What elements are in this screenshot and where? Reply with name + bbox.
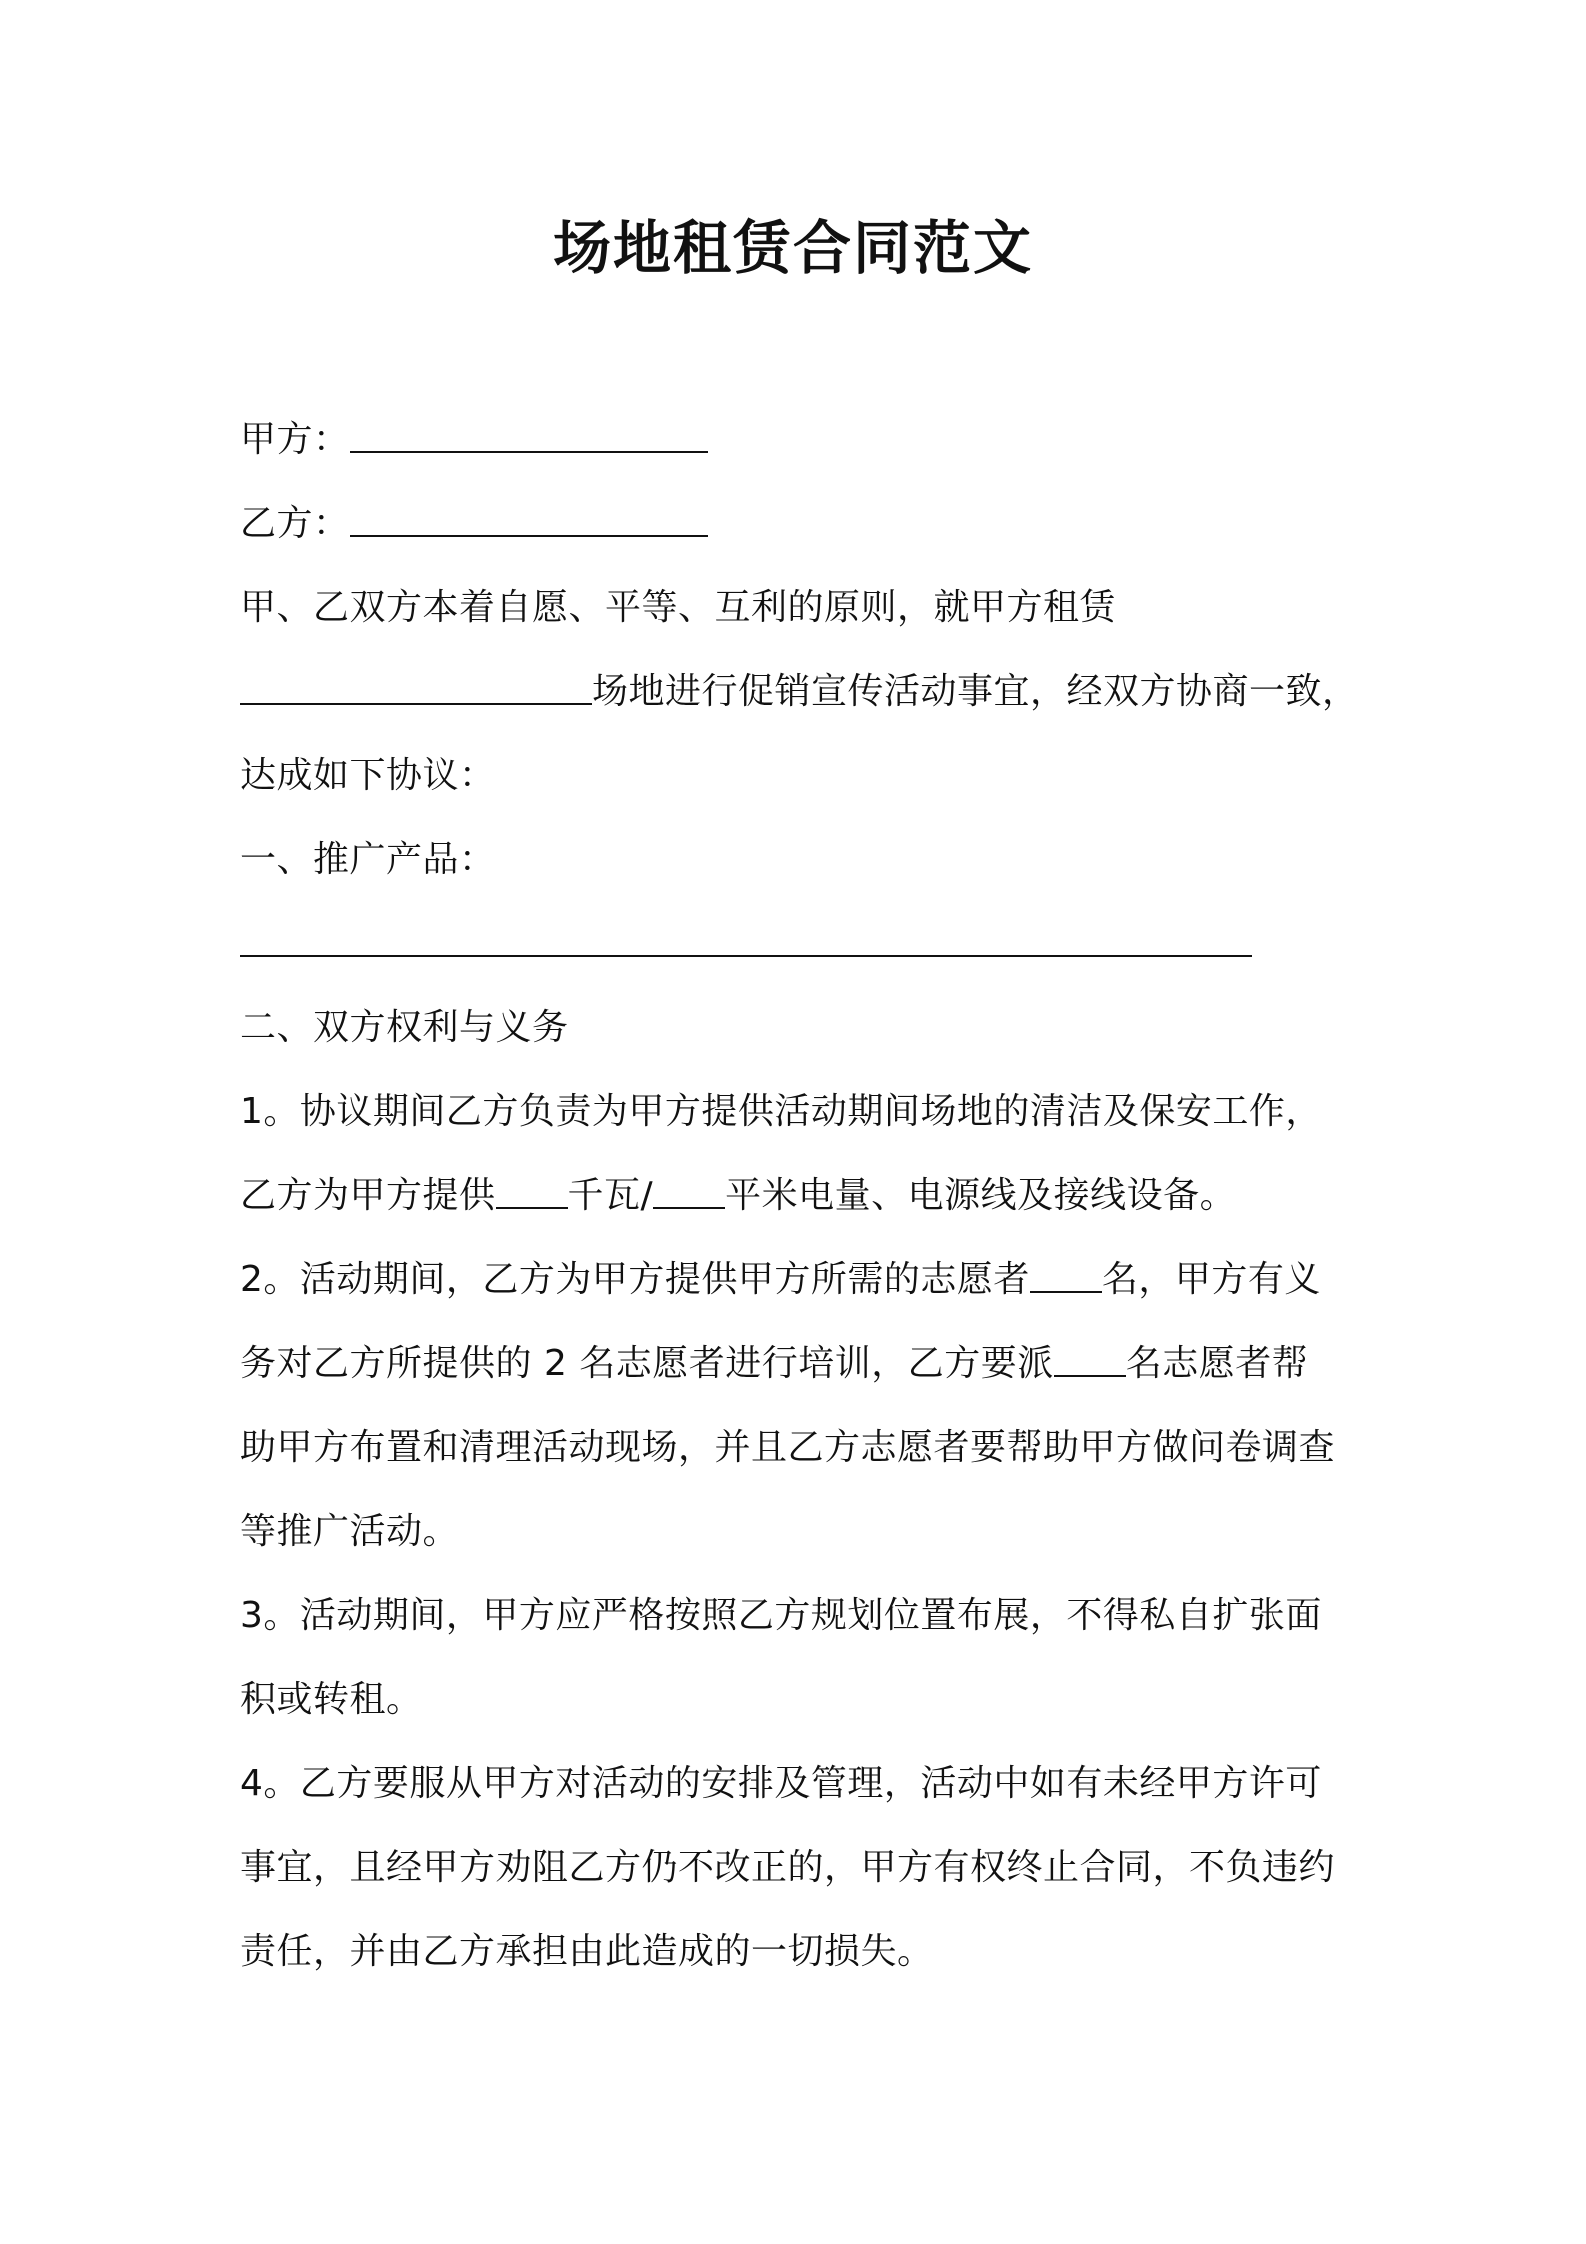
- party-a-label: 甲方：: [240, 419, 350, 460]
- product-blank: [240, 919, 1252, 957]
- product-line: [240, 902, 1360, 986]
- section-1-heading: 一、推广产品：: [240, 839, 496, 880]
- power-blank: [496, 1171, 568, 1209]
- clause-1-line-2: [240, 1154, 1360, 1238]
- document-title: 场地租赁合同范文: [552, 214, 1033, 282]
- clause-2-line-2: [240, 1322, 1360, 1406]
- section-2-heading: 二、双方权利与义务: [240, 1007, 569, 1048]
- clause-4-line-1: 4。乙方要服从甲方对活动的安排及管理，活动中如有未经甲方许可: [240, 1763, 1322, 1804]
- party-b-label: 乙方：: [240, 503, 350, 544]
- clause-3-line-1: 3。活动期间，甲方应严格按照乙方规划位置布展，不得私自扩张面: [240, 1595, 1322, 1636]
- clause-2-text-d: 名志愿者帮: [1125, 1343, 1309, 1384]
- clause-2-text-a: 2。活动期间，乙方为甲方提供甲方所需的志愿者: [240, 1259, 1030, 1300]
- clause-4-line-3: 责任，并由乙方承担由此造成的一切损失。: [240, 1931, 934, 1972]
- document-body: [240, 398, 1360, 1994]
- party-a-blank: [350, 415, 708, 453]
- clause-1-text-b: 千瓦/: [567, 1175, 654, 1216]
- clause-2-text-c: 务对乙方所提供的 2 名志愿者进行培训，乙方要派: [240, 1343, 1054, 1384]
- clause-3-line-2: 积或转租。: [240, 1679, 423, 1720]
- clause-1-line-1: 1。协议期间乙方负责为甲方提供活动期间场地的清洁及保安工作，: [240, 1091, 1322, 1132]
- area-blank: [653, 1171, 725, 1209]
- intro-line-1: 甲、乙双方本着自愿、平等、互利的原则，就甲方租赁: [240, 587, 1117, 628]
- clause-1-text-c: 平米电量、电源线及接线设备。: [725, 1175, 1237, 1216]
- clause-2-line-4: 等推广活动。: [240, 1511, 460, 1552]
- volunteer-count-blank: [1030, 1255, 1102, 1293]
- venue-blank: [240, 667, 592, 705]
- clause-2-line-3: 助甲方布置和清理活动现场，并且乙方志愿者要帮助甲方做问卷调查: [240, 1427, 1336, 1468]
- clause-1-text-a: 乙方为甲方提供: [240, 1175, 496, 1216]
- party-b-line: [240, 482, 1360, 566]
- party-b-blank: [350, 499, 708, 537]
- assigned-volunteer-blank: [1054, 1339, 1126, 1377]
- clause-2-line-1: [240, 1238, 1360, 1322]
- clause-4-line-2: 事宜，且经甲方劝阻乙方仍不改正的，甲方有权终止合同，不负违约: [240, 1847, 1336, 1888]
- party-a-line: [240, 398, 1360, 482]
- intro-line-2-text: 场地进行促销宣传活动事宜，经双方协商一致，: [592, 671, 1359, 712]
- intro-line-2: [240, 650, 1360, 734]
- clause-2-text-b: 名，甲方有义: [1101, 1259, 1321, 1300]
- intro-line-3: 达成如下协议：: [240, 755, 496, 796]
